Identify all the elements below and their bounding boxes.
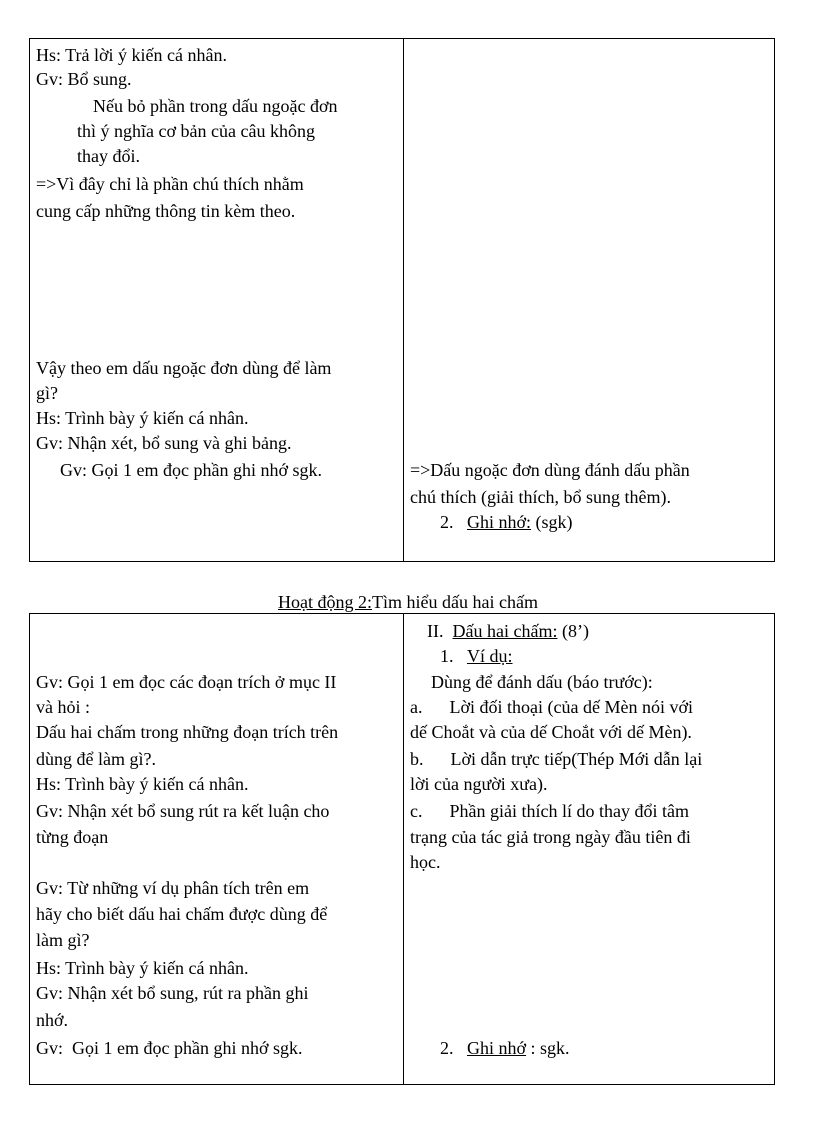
text-line: Gv: Gọi 1 em đọc các đoạn trích ở mục II xyxy=(36,672,337,692)
text-line: c. Phần giải thích lí do thay đổi tâm xyxy=(410,801,689,821)
text-line: lời của người xưa). xyxy=(410,774,548,794)
text-line: Hs: Trình bày ý kiến cá nhân. xyxy=(36,408,249,428)
text-line: =>Dấu ngoặc đơn dùng đánh dấu phần xyxy=(410,460,690,480)
text-line: gì? xyxy=(36,383,58,403)
text-line: chú thích (giải thích, bổ sung thêm). xyxy=(410,487,671,507)
text-line: dùng để làm gì?. xyxy=(36,749,156,769)
text-line: Gv: Nhận xét bổ sung, rút ra phần ghi xyxy=(36,983,309,1003)
ghi-nho-line: 2. Ghi nhớ : sgk. xyxy=(440,1038,570,1058)
text-line: làm gì? xyxy=(36,930,90,950)
text-line: thay đổi. xyxy=(77,146,140,166)
table-2 xyxy=(29,613,775,1085)
column-divider xyxy=(403,39,404,561)
text-line: =>Vì đây chỉ là phần chú thích nhằm xyxy=(36,174,304,194)
text-line: học. xyxy=(410,852,441,872)
ghi-nho-line: 2. Ghi nhớ: (sgk) xyxy=(440,512,573,532)
text-line: Hs: Trình bày ý kiến cá nhân. xyxy=(36,774,249,794)
table-1 xyxy=(29,38,775,562)
text-line: và hỏi : xyxy=(36,697,90,717)
text-line: Gv: Nhận xét, bổ sung và ghi bảng. xyxy=(36,433,292,453)
text-line: cung cấp những thông tin kèm theo. xyxy=(36,201,296,221)
text-line: hãy cho biết dấu hai chấm được dùng để xyxy=(36,904,328,924)
text-line: nhớ. xyxy=(36,1010,69,1030)
text-line: trạng của tác giả trong ngày đầu tiên đi xyxy=(410,827,691,847)
text-line: Nếu bỏ phần trong dấu ngoặc đơn xyxy=(93,96,338,116)
text-line: a. Lời đối thoại (của dế Mèn nói với xyxy=(410,697,693,717)
text-line: Vậy theo em dấu ngoặc đơn dùng để làm xyxy=(36,358,332,378)
text-line: Gv: Gọi 1 em đọc phần ghi nhớ sgk. xyxy=(36,1038,303,1058)
text-line: b. Lời dẫn trực tiếp(Thép Mới dẫn lại xyxy=(410,749,703,769)
text-line: từng đoạn xyxy=(36,827,109,847)
text-line: Dấu hai chấm trong những đoạn trích trên xyxy=(36,722,339,742)
text-line: dế Choắt và của dế Choắt với dế Mèn). xyxy=(410,722,692,742)
section-heading: II. Dấu hai chấm: (8’) xyxy=(427,621,589,641)
text-line: Hs: Trả lời ý kiến cá nhân. xyxy=(36,45,228,65)
column-divider xyxy=(403,614,404,1084)
text-line: Dùng để đánh dấu (báo trước): xyxy=(431,672,653,692)
vi-du-heading: 1. Ví dụ: xyxy=(440,646,513,666)
text-line: Hs: Trình bày ý kiến cá nhân. xyxy=(36,958,249,978)
text-line: thì ý nghĩa cơ bản của câu không xyxy=(77,121,315,141)
text-line: Gv: Nhận xét bổ sung rút ra kết luận cho xyxy=(36,801,330,821)
text-line: Gv: Từ những ví dụ phân tích trên em xyxy=(36,878,310,898)
text-line: Gv: Bổ sung. xyxy=(36,69,132,89)
activity-heading: Hoạt động 2:Tìm hiểu dấu hai chấm xyxy=(278,592,538,612)
text-line: Gv: Gọi 1 em đọc phần ghi nhớ sgk. xyxy=(60,460,322,480)
